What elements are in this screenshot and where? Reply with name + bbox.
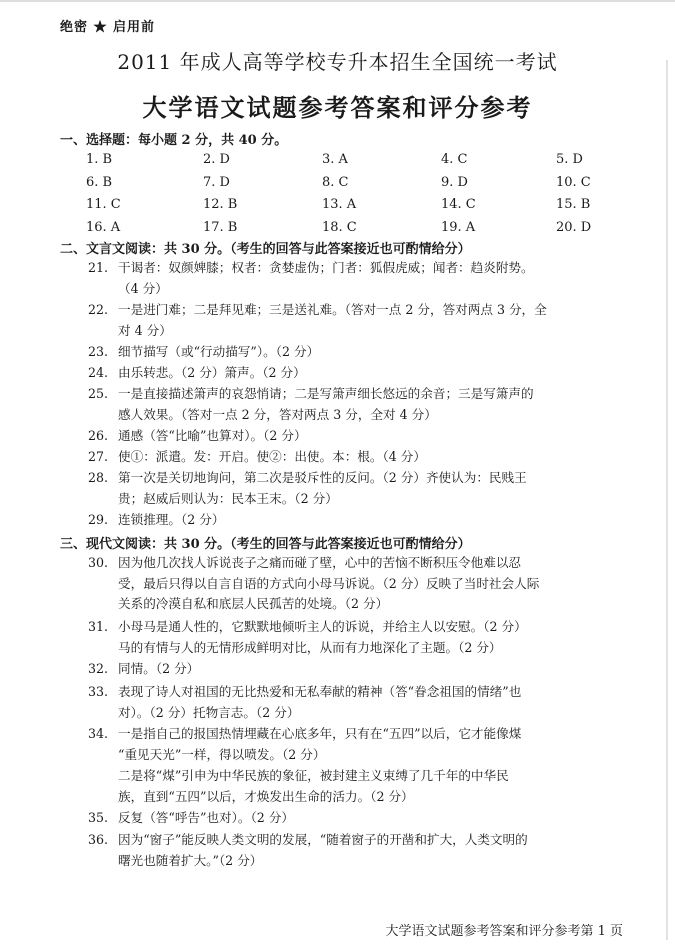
mcq-row (86, 197, 606, 220)
answer-text-cont: 关系的冷漠自私和底层人民孤苦的处境。（2 分） (118, 596, 389, 611)
mcq-answer: 19. A (441, 219, 476, 235)
answer-26 (88, 426, 623, 447)
answer-text: 同情。（2 分） (118, 661, 200, 676)
page-footer: 大学语文试题参考答案和评分参考第 1 页 (385, 924, 623, 939)
mcq-answer: 4. C (441, 152, 468, 167)
answer-31 (88, 617, 623, 658)
mcq-answer: 15. B (556, 197, 591, 212)
answer-text: 反复（答“呼告”也对）。（2 分） (118, 810, 295, 825)
confidentiality-label: 绝密 ★ 启用前 (60, 20, 156, 35)
answer-text: 细节描写（或“行动描写”）。（2 分） (118, 344, 320, 359)
answer-text-cont: 受，最后只得以自言自语的方式向小母马诉说。（2 分）反映了当时社会人际 (118, 575, 540, 591)
mcq-answer: 13. A (322, 197, 357, 212)
answer-text: 一是直接描述箫声的哀怨悄请；二是写箫声细长悠远的余音；三是写箫声的 (118, 386, 534, 401)
mcq-answer: 7. D (203, 174, 230, 190)
question-number: 33. (88, 684, 109, 699)
answer-35 (88, 808, 623, 829)
question-number: 34. (88, 726, 109, 741)
section-3-note: （考生的回答与此答案接近也可酌情给分） (230, 537, 471, 552)
answer-33 (88, 682, 623, 723)
section-3-heading (60, 533, 471, 552)
answer-text-cont: “重见天光”一样，得以喷发。（2 分） (118, 746, 326, 762)
question-number: 28. (88, 470, 109, 485)
question-number: 32. (88, 661, 109, 676)
answer-text-cont: 族，直到“五四”以后，才焕发出生命的活力。（2 分） (118, 788, 414, 804)
mcq-answer: 1. B (86, 152, 113, 167)
answer-34 (88, 724, 623, 765)
question-number: 35. (88, 810, 109, 825)
question-number: 36. (88, 832, 109, 847)
mcq-answer: 9. D (441, 174, 468, 190)
section-2-title: 二、文言文阅读：共 30 分。 (60, 242, 231, 257)
answer-text-cont: 对）。（2 分）托物言志。（2 分） (118, 704, 300, 720)
answer-text: 干谒者：奴颜婢膝；权者：贪婪虚伪；门者：狐假虎威；闻者：趋炎附势。 (118, 260, 534, 275)
mcq-row (86, 152, 606, 175)
section-2-note: （考生的回答与此答案接近也可酌情给分） (230, 242, 471, 257)
document-title: 大学语文试题参考答案和评分参考 (142, 93, 533, 122)
scan-edge-right (666, 60, 668, 940)
mcq-answer: 12. B (203, 197, 238, 212)
answer-text-cont: 曙光也随着扩大。”（2 分） (118, 852, 263, 868)
mcq-answer: 10. C (556, 174, 591, 190)
mcq-answer: 17. B (203, 219, 238, 235)
exam-title: 2011 年成人高等学校专升本招生全国统一考试 (117, 50, 558, 74)
question-number: 30. (88, 555, 109, 570)
answer-text: 使①：派遣。发：开启。使②：出使。本：根。（4 分） (118, 449, 426, 464)
question-number: 27. (88, 449, 109, 464)
question-number: 21. (88, 260, 109, 275)
answer-28 (88, 468, 623, 509)
answer-text: 因为“窗子”能反映人类文明的发展，“随着窗子的开凿和扩大，人类文明的 (118, 832, 528, 847)
multiple-choice-answers (86, 152, 606, 242)
answer-text: 通感（答“比喻”也算对）。（2 分） (118, 428, 307, 443)
question-number: 23. (88, 344, 109, 359)
answer-text: 一是进门难；二是拜见难；三是送礼难。（答对一点 2 分，答对两点 3 分，全 (118, 302, 547, 317)
question-number: 25. (88, 386, 109, 401)
mcq-answer: 3. A (322, 152, 348, 167)
answer-text-cont: 贵；赵威后则认为：民本王末。（2 分） (118, 490, 338, 506)
answer-text: 由乐转悲。（2 分）箫声。（2 分） (118, 365, 306, 380)
answer-text: 连锁推理。（2 分） (118, 512, 225, 527)
question-number: 31. (88, 619, 109, 634)
mcq-answer: 5. D (556, 152, 583, 167)
section-2-heading (60, 238, 471, 257)
answer-24 (88, 363, 623, 384)
answer-34-part-2 (118, 766, 623, 807)
answer-text-cont: （4 分） (118, 280, 168, 296)
question-number: 24. (88, 365, 109, 380)
answer-25 (88, 384, 623, 425)
answer-text: 因为他几次找人诉说丧子之痛而碰了壁，心中的苦恼不断积压令他难以忍 (118, 555, 521, 570)
answer-36 (88, 830, 623, 871)
answer-29 (88, 510, 623, 531)
answer-text: 表现了诗人对祖国的无比热爱和无私奉献的精神（答“眷念祖国的情绪”也 (118, 684, 522, 699)
question-number: 29. (88, 512, 109, 527)
answer-32 (88, 659, 623, 680)
mcq-row (86, 175, 606, 198)
answer-22 (88, 300, 623, 341)
mcq-answer: 20. D (556, 219, 592, 235)
mcq-answer: 16. A (86, 219, 121, 235)
question-number: 22. (88, 302, 109, 317)
section-1-heading: 一、选择题：每小题 2 分，共 40 分。 (60, 133, 288, 148)
answer-30 (88, 553, 623, 615)
mcq-answer: 18. C (322, 219, 357, 235)
answer-text: 小母马是通人性的，它默默地倾听主人的诉说，并给主人以安慰。（2 分） (118, 619, 527, 634)
question-number: 26. (88, 428, 109, 443)
answer-27 (88, 447, 623, 468)
scan-edge (0, 0, 675, 2)
answer-23 (88, 342, 623, 363)
answer-text: 第一次是关切地询问，第二次是驳斥性的反问。（2 分）齐使认为：民贱王 (118, 470, 527, 485)
mcq-answer: 14. C (441, 197, 476, 212)
answer-text: 二是将“煤”引申为中华民族的象征，被封建主义束缚了几千年的中华民 (118, 768, 509, 783)
mcq-answer: 8. C (322, 174, 349, 190)
answer-21 (88, 258, 623, 299)
mcq-answer: 11. C (86, 197, 121, 212)
answer-text: 一是指自己的报国热情埋藏在心底多年，只有在“五四”以后，它才能像煤 (118, 726, 522, 741)
answer-text-cont: 马的有情与人的无情形成鲜明对比，从而有力地深化了主题。（2 分） (118, 639, 502, 655)
answer-text-cont: 对 4 分） (118, 322, 172, 338)
answer-text-cont: 感人效果。（答对一点 2 分，答对两点 3 分，全对 4 分） (118, 406, 437, 422)
mcq-answer: 6. B (86, 174, 113, 190)
mcq-answer: 2. D (203, 152, 230, 167)
section-3-title: 三、现代文阅读：共 30 分。 (60, 537, 231, 552)
